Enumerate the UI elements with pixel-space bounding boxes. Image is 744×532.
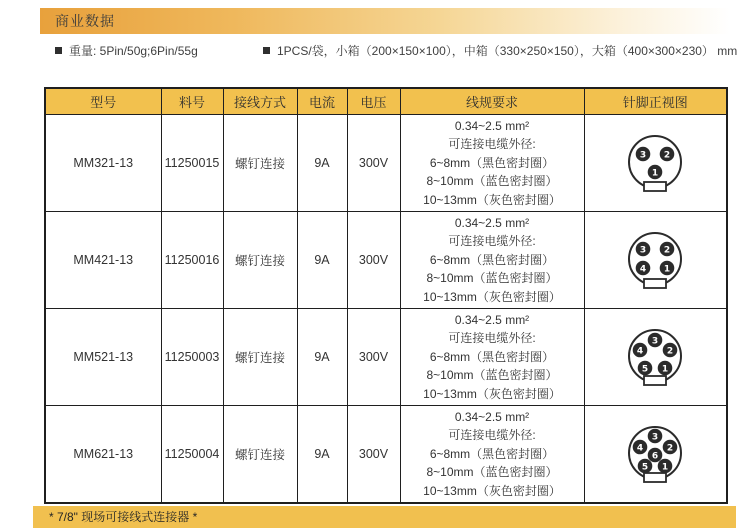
- voltage-cell: 300V: [347, 212, 400, 309]
- wire-gauge-line: 8~10mm（蓝色密封圈）: [426, 271, 558, 286]
- section-header-bar: [40, 8, 730, 34]
- col-header-voltage: 电压: [347, 88, 400, 115]
- svg-text:5: 5: [642, 461, 649, 472]
- pin-view-cell: [584, 115, 727, 212]
- voltage-cell: 300V: [347, 406, 400, 504]
- svg-text:2: 2: [664, 244, 671, 255]
- wire-gauge-line: 10~13mm（灰色密封圈）: [423, 289, 561, 304]
- wire-gauge-line: 10~13mm（灰色密封圈）: [423, 386, 561, 401]
- wire-gauge-line: 6~8mm（黑色密封圈）: [429, 446, 555, 461]
- wire-gauge-cell: [400, 212, 584, 309]
- pin-view-cell: [584, 212, 727, 309]
- wire-gauge-line: 6~8mm（黑色密封圈）: [429, 349, 555, 364]
- bullet-square-icon: [263, 47, 270, 54]
- model-cell: MM321-13: [45, 115, 161, 212]
- bullet-packaging: [263, 42, 737, 58]
- wire-gauge-cell: [400, 115, 584, 212]
- connection-cell: 螺钉连接: [223, 212, 297, 309]
- bullet-packaging-text: 1PCS/袋，小箱（200×150×100），中箱（330×250×150），大箱（400×300×230） mm: [277, 43, 738, 58]
- current-cell: 9A: [297, 115, 347, 212]
- wire-gauge-line: 可连接电缆外径:: [448, 331, 536, 346]
- spec-table-header: [45, 88, 727, 115]
- col-header-connection: 接线方式: [223, 88, 297, 115]
- wire-gauge-line: 0.34~2.5 mm²: [454, 409, 530, 424]
- wire-gauge-cell: [400, 309, 584, 406]
- wire-gauge-line: 6~8mm（黑色密封圈）: [429, 155, 555, 170]
- col-header-part-no: 料号: [161, 88, 223, 115]
- part-no-cell: 11250015: [161, 115, 223, 212]
- table-row: [45, 406, 727, 504]
- table-row: [45, 212, 727, 309]
- svg-text:4: 4: [640, 263, 647, 274]
- spec-table-body: [45, 115, 727, 504]
- svg-text:2: 2: [667, 442, 674, 453]
- col-header-pin-view: 针脚正视图: [584, 88, 727, 115]
- wire-gauge-line: 6~8mm（黑色密封圈）: [429, 252, 555, 267]
- svg-text:4: 4: [637, 345, 644, 356]
- wire-gauge-line: 0.34~2.5 mm²: [454, 312, 530, 327]
- wire-gauge-line: 0.34~2.5 mm²: [454, 118, 530, 133]
- connection-cell: 螺钉连接: [223, 115, 297, 212]
- current-cell: 9A: [297, 309, 347, 406]
- wire-gauge-line: 0.34~2.5 mm²: [454, 215, 530, 230]
- svg-text:1: 1: [652, 167, 659, 178]
- svg-text:6: 6: [652, 450, 659, 461]
- col-header-model: 型号: [45, 88, 161, 115]
- pin-front-view-4pin-icon: [615, 223, 695, 295]
- wire-gauge-line: 10~13mm（灰色密封圈）: [423, 192, 561, 207]
- svg-text:2: 2: [667, 345, 674, 356]
- voltage-cell: 300V: [347, 309, 400, 406]
- wire-gauge-cell: [400, 406, 584, 504]
- col-header-current: 电流: [297, 88, 347, 115]
- col-header-wire-gauge: 线规要求: [400, 88, 584, 115]
- connection-cell: 螺钉连接: [223, 309, 297, 406]
- table-row: [45, 115, 727, 212]
- wire-gauge-line: 可连接电缆外径:: [448, 428, 536, 443]
- current-cell: 9A: [297, 406, 347, 504]
- bullet-square-icon: [55, 47, 62, 54]
- svg-text:1: 1: [662, 461, 669, 472]
- table-row: [45, 309, 727, 406]
- model-cell: MM521-13: [45, 309, 161, 406]
- spec-table: [44, 87, 728, 504]
- part-no-cell: 11250016: [161, 212, 223, 309]
- bullet-weight: [55, 42, 198, 58]
- model-cell: MM421-13: [45, 212, 161, 309]
- wire-gauge-line: 8~10mm（蓝色密封圈）: [426, 465, 558, 480]
- wire-gauge-line: 10~13mm（灰色密封圈）: [423, 483, 561, 498]
- svg-text:3: 3: [640, 244, 647, 255]
- svg-text:3: 3: [652, 431, 659, 442]
- wire-gauge-line: 可连接电缆外径:: [448, 137, 536, 152]
- wire-gauge-line: 可连接电缆外径:: [448, 234, 536, 249]
- model-cell: MM621-13: [45, 406, 161, 504]
- bullet-weight-text: 重量: 5Pin/50g;6Pin/55g: [69, 43, 198, 58]
- part-no-cell: 11250004: [161, 406, 223, 504]
- part-no-cell: 11250003: [161, 309, 223, 406]
- svg-text:3: 3: [640, 149, 647, 160]
- svg-text:2: 2: [664, 149, 671, 160]
- svg-text:3: 3: [652, 335, 659, 346]
- footer-note: * 7/8" 现场可接线式连接器 *: [33, 506, 736, 528]
- svg-text:5: 5: [642, 363, 649, 374]
- section-title: 商业数据: [55, 13, 115, 29]
- pin-view-cell: [584, 309, 727, 406]
- pin-front-view-5pin-icon: [615, 320, 695, 392]
- wire-gauge-line: 8~10mm（蓝色密封圈）: [426, 368, 558, 383]
- pin-front-view-3pin-icon: [615, 126, 695, 198]
- current-cell: 9A: [297, 212, 347, 309]
- pin-view-cell: [584, 406, 727, 504]
- wire-gauge-line: 8~10mm（蓝色密封圈）: [426, 174, 558, 189]
- connection-cell: 螺钉连接: [223, 406, 297, 504]
- voltage-cell: 300V: [347, 115, 400, 212]
- svg-text:1: 1: [664, 263, 671, 274]
- svg-text:4: 4: [637, 442, 644, 453]
- pin-front-view-6pin-icon: [615, 417, 695, 489]
- svg-text:1: 1: [662, 363, 669, 374]
